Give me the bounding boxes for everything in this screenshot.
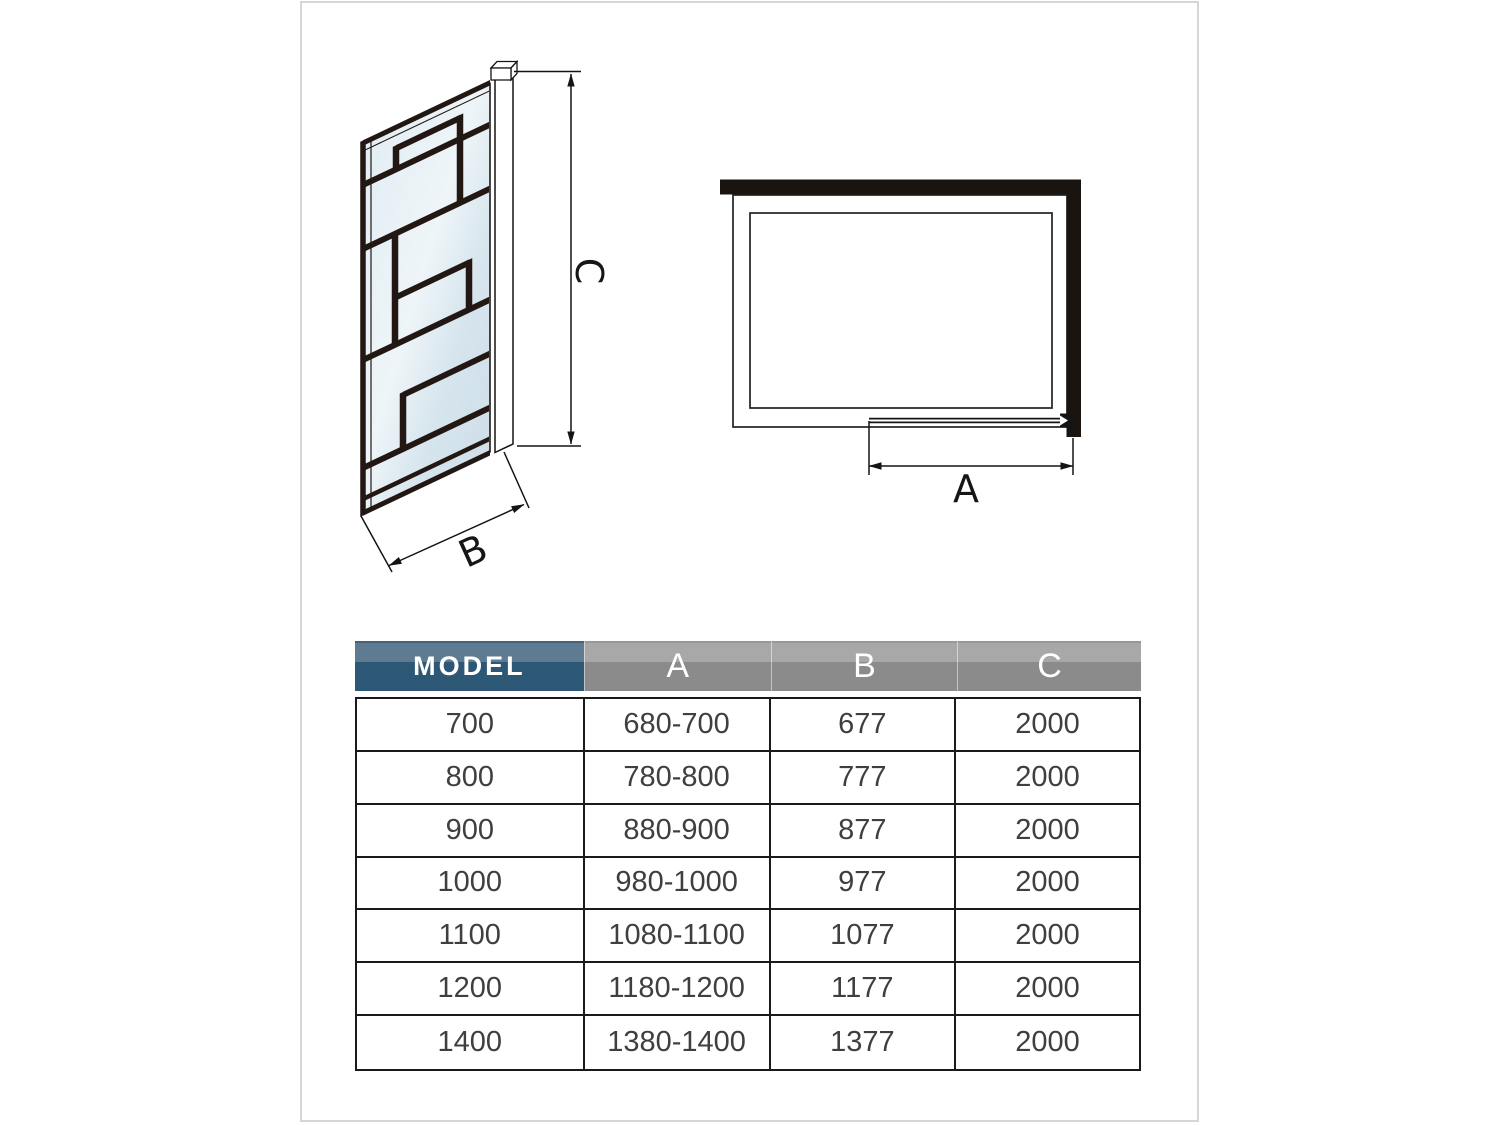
profile-cap [491, 62, 517, 81]
cell-b: 1377 [771, 1016, 956, 1069]
cell-a: 1080-1100 [585, 910, 771, 963]
cell-c: 2000 [956, 963, 1139, 1016]
technical-drawings [300, 0, 1200, 640]
spec-table [355, 641, 1141, 1071]
spec-table-header [355, 641, 1141, 691]
header-a: A [584, 641, 771, 691]
cell-model: 1000 [357, 858, 585, 911]
cell-c: 2000 [956, 805, 1139, 858]
shower-tray-inner [750, 213, 1052, 408]
cell-a: 1180-1200 [585, 963, 771, 1016]
cell-model: 900 [357, 805, 585, 858]
cell-c: 2000 [956, 858, 1139, 911]
cell-b: 1077 [771, 910, 956, 963]
plan-view-drawing [720, 180, 1081, 512]
cell-model: 1400 [357, 1016, 585, 1069]
cell-c: 2000 [956, 752, 1139, 805]
spec-table-body [355, 697, 1141, 1071]
cell-model: 800 [357, 752, 585, 805]
header-b: B [771, 641, 957, 691]
cell-c: 2000 [956, 699, 1139, 752]
dim-label-c: C [567, 257, 611, 285]
front-view-drawing [361, 62, 611, 577]
wall-top [720, 180, 1081, 195]
cell-model: 1100 [357, 910, 585, 963]
dim-label-a: A [953, 467, 979, 511]
cell-a: 680-700 [585, 699, 771, 752]
cell-b: 877 [771, 805, 956, 858]
header-model: MODEL [355, 641, 584, 691]
dim-label-b: B [452, 525, 494, 577]
cell-c: 2000 [1015, 1026, 1080, 1059]
cell-a: 780-800 [585, 752, 771, 805]
cell-b: 777 [771, 752, 956, 805]
cell-a: 880-900 [585, 805, 771, 858]
header-c: C [957, 641, 1141, 691]
cell-model: 1200 [357, 963, 585, 1016]
glass-panel [363, 80, 490, 515]
cell-a: 1380-1400 [585, 1016, 771, 1069]
cell-c: 2000 [956, 910, 1139, 963]
wall-right [1067, 180, 1082, 438]
cell-b: 977 [771, 858, 956, 911]
cell-b: 1177 [771, 963, 956, 1016]
cell-model: 700 [357, 699, 585, 752]
support-profile [495, 71, 513, 453]
cell-a: 980-1000 [585, 858, 771, 911]
cell-b: 677 [771, 699, 956, 752]
